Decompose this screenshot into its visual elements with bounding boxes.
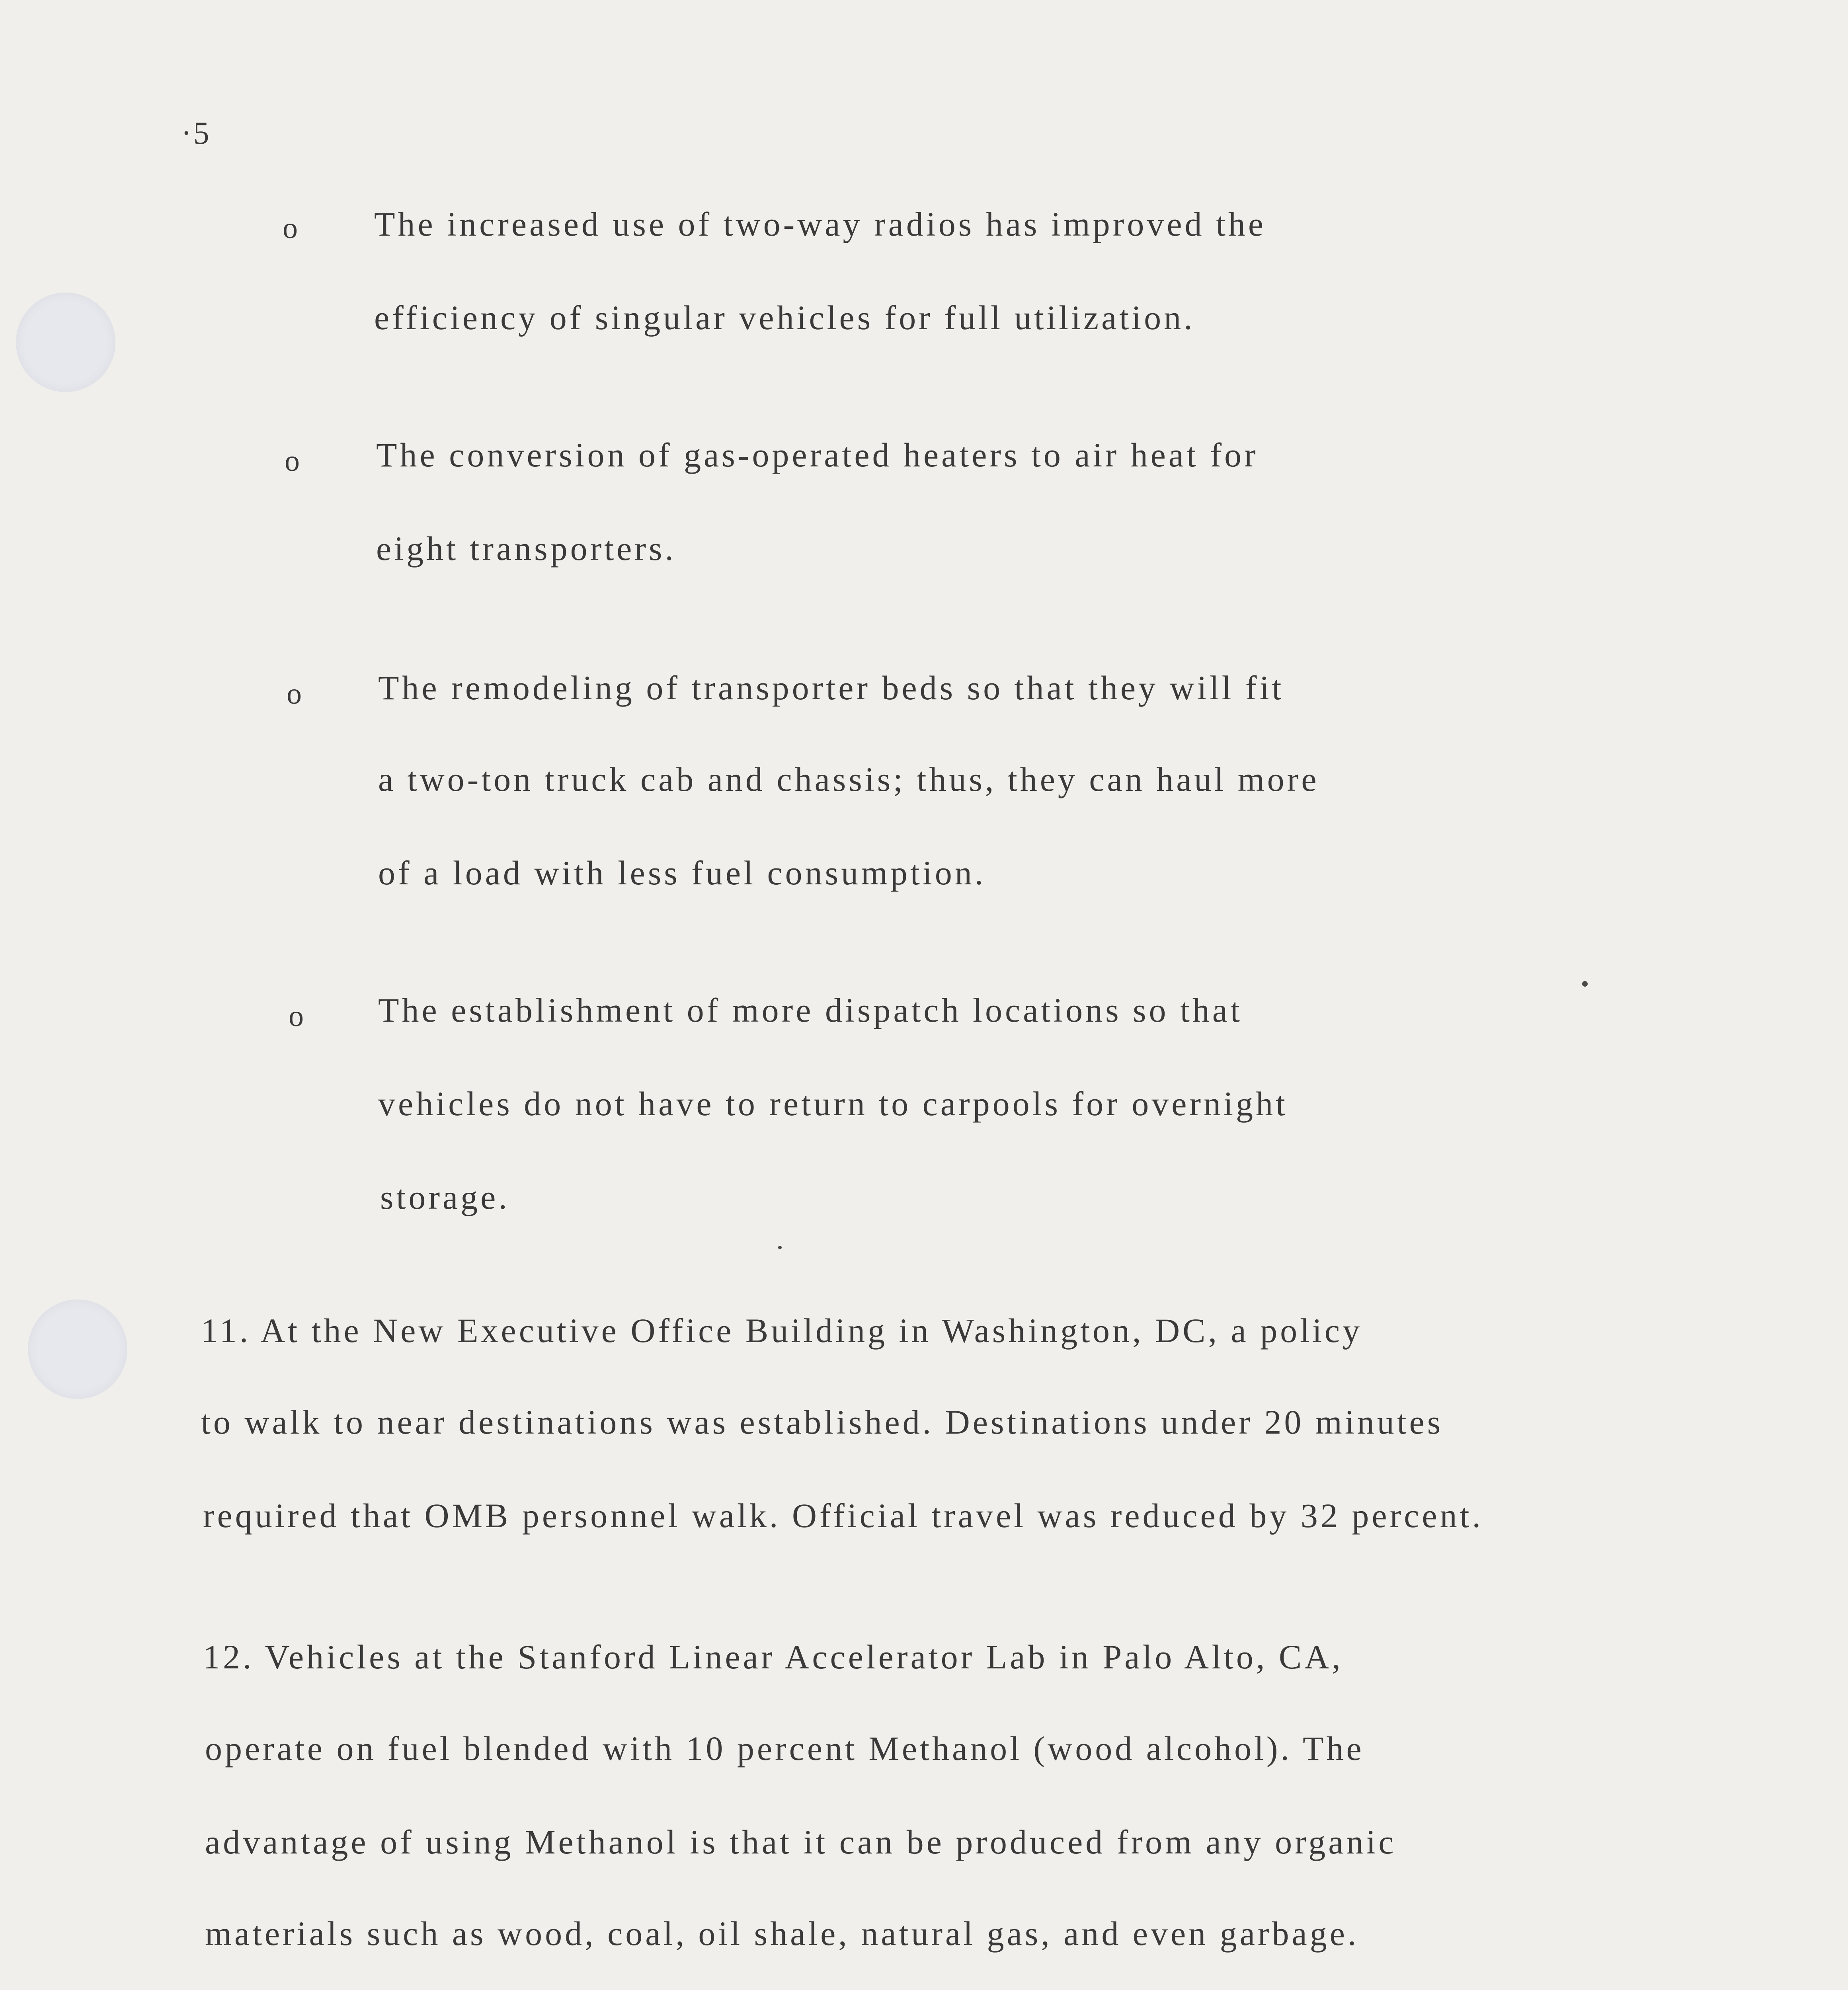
punch-hole-top xyxy=(16,293,115,392)
paragraph-line: 11. At the New Executive Office Building in Washington, DC, a policy xyxy=(201,1311,1363,1350)
bullet-marker: o xyxy=(285,444,300,478)
paragraph-line: required that OMB personnel walk. Official travel was reduced by 32 percent. xyxy=(203,1496,1483,1535)
bullet-line: of a load with less fuel consumption. xyxy=(378,854,986,892)
bullet-marker: o xyxy=(289,999,304,1033)
paragraph-line: advantage of using Methanol is that it can be produced from any organic xyxy=(205,1823,1397,1861)
speck xyxy=(1582,981,1588,987)
bullet-line: vehicles do not have to return to carpools for overnight xyxy=(378,1085,1288,1123)
bullet-line: The establishment of more dispatch locations so that xyxy=(378,991,1243,1029)
bullet-line: storage. xyxy=(380,1178,510,1216)
bullet-line: The conversion of gas-operated heaters to air heat for xyxy=(376,436,1259,474)
speck xyxy=(778,1246,782,1249)
page-number: ·5 xyxy=(181,116,211,151)
bullet-line: The increased use of two-way radios has improved the xyxy=(374,205,1266,243)
paragraph-line: to walk to near destinations was established. Destinations under 20 minutes xyxy=(201,1403,1444,1441)
bullet-marker: o xyxy=(283,211,298,245)
punch-hole-middle xyxy=(28,1299,127,1399)
paragraph-line: operate on fuel blended with 10 percent Methanol (wood alcohol). The xyxy=(205,1729,1364,1768)
bullet-marker: o xyxy=(287,677,302,710)
paragraph-line: materials such as wood, coal, oil shale, natural gas, and even garbage. xyxy=(205,1914,1359,1953)
bullet-line: eight transporters. xyxy=(376,529,676,568)
bullet-line: a two-ton truck cab and chassis; thus, they can haul more xyxy=(378,760,1319,798)
bullet-line: The remodeling of transporter beds so that they will fit xyxy=(378,669,1284,707)
paragraph-line: 12. Vehicles at the Stanford Linear Accelerator Lab in Palo Alto, CA, xyxy=(203,1638,1343,1676)
bullet-line: efficiency of singular vehicles for full utilization. xyxy=(374,298,1195,337)
